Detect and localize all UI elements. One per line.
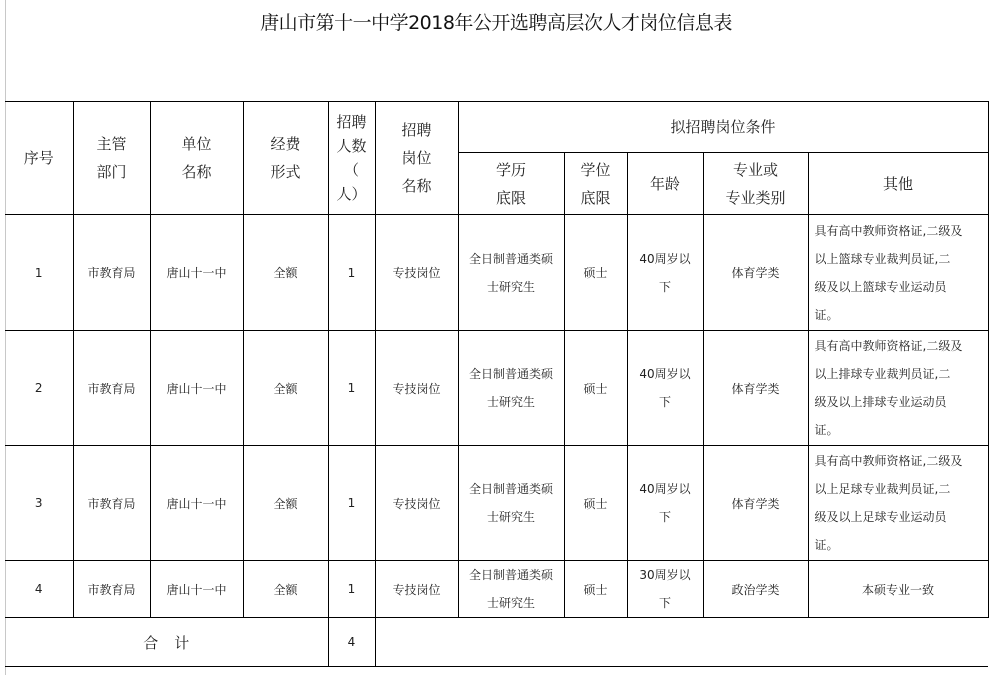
cell-other-line: 证。 [814, 538, 839, 552]
cell-major: 体育学类 [703, 215, 808, 331]
cell-other [808, 561, 988, 618]
cell-major: 政治学类 [703, 561, 808, 618]
header-age [627, 153, 703, 215]
header-dept-line2: 部门 [96, 163, 127, 181]
cell-major: 体育学类 [703, 446, 808, 561]
cell-education [458, 215, 564, 331]
total-row [5, 618, 988, 667]
cell-education [458, 446, 564, 561]
cell-position: 专技岗位 [375, 561, 458, 618]
header-degree-line1: 学位 [580, 160, 611, 179]
total-value: 4 [328, 618, 375, 667]
cell-funding: 全额 [243, 215, 328, 331]
total-empty [375, 618, 988, 667]
total-label: 合计 [5, 618, 328, 667]
cell-funding: 全额 [243, 561, 328, 618]
header-major [703, 153, 808, 215]
header-other [808, 153, 988, 215]
header-funding-line1: 经费 [270, 135, 301, 153]
cell-education [458, 561, 564, 618]
header-other-label: 其他 [882, 174, 913, 193]
cell-dept: 市教育局 [73, 561, 150, 618]
header-education-line1: 学历 [495, 160, 526, 179]
cell-dept: 市教育局 [73, 215, 150, 331]
cell-age [627, 446, 703, 561]
header-index [5, 102, 73, 215]
header-conditions-group [458, 102, 988, 153]
cell-other-line: 证。 [814, 423, 839, 437]
header-position-line1: 招聘 [401, 121, 432, 139]
cell-other-line: 证。 [814, 307, 839, 322]
cell-index: 4 [5, 561, 73, 618]
header-count [328, 102, 375, 215]
table-row [5, 331, 988, 446]
cell-other-line: 具有高中教师资格证,二级及 [814, 339, 963, 353]
cell-degree: 硕士 [564, 215, 627, 331]
cell-other-line: 具有高中教师资格证,二级及 [814, 223, 963, 238]
cell-education-line1: 全日制普通类硕 [468, 367, 553, 381]
table-row [5, 446, 988, 561]
cell-other [808, 446, 988, 561]
cell-other-line: 以上足球专业裁判员证,二 [814, 482, 951, 496]
recruitment-table [5, 101, 989, 667]
cell-count: 1 [328, 446, 375, 561]
header-unit-line1: 单位 [181, 135, 212, 153]
cell-other-line: 以上篮球专业裁判员证,二 [814, 251, 951, 266]
cell-other [808, 215, 988, 331]
cell-age-line2: 下 [658, 510, 671, 524]
cell-funding: 全额 [243, 331, 328, 446]
cell-index: 2 [5, 331, 73, 446]
cell-other-line: 级及以上篮球专业运动员 [814, 279, 947, 294]
cell-other-line: 以上排球专业裁判员证,二 [814, 367, 951, 381]
cell-count: 1 [328, 561, 375, 618]
header-education [458, 153, 564, 215]
cell-count: 1 [328, 331, 375, 446]
cell-position: 专技岗位 [375, 331, 458, 446]
header-degree-line2: 底限 [580, 188, 611, 207]
cell-age-line1: 40周岁以 [639, 367, 691, 381]
cell-education-line1: 全日制普通类硕 [468, 251, 553, 266]
cell-dept: 市教育局 [73, 331, 150, 446]
cell-other-line: 级及以上足球专业运动员 [814, 510, 947, 524]
cell-education-line2: 士研究生 [486, 279, 535, 294]
header-count-line3: （ [343, 161, 359, 179]
cell-index: 3 [5, 446, 73, 561]
cell-other-line: 本硕专业一致 [861, 582, 934, 597]
cell-other [808, 331, 988, 446]
cell-major: 体育学类 [703, 331, 808, 446]
header-degree [564, 153, 627, 215]
cell-other-line: 级及以上排球专业运动员 [814, 395, 947, 409]
cell-unit: 唐山十一中 [150, 331, 243, 446]
cell-age-line2: 下 [658, 279, 671, 294]
cell-count: 1 [328, 215, 375, 331]
header-age-label: 年龄 [649, 174, 680, 193]
cell-education-line2: 士研究生 [486, 510, 535, 524]
cell-age-line1: 30周岁以 [639, 568, 691, 582]
header-dept-line1: 主管 [96, 135, 127, 153]
cell-education-line2: 士研究生 [486, 596, 535, 610]
header-major-line1: 专业或 [732, 160, 778, 179]
cell-age-line1: 40周岁以 [639, 251, 691, 266]
header-unit [150, 102, 243, 215]
header-count-line1: 招聘 [336, 113, 367, 131]
cell-position: 专技岗位 [375, 215, 458, 331]
cell-education-line2: 士研究生 [486, 395, 535, 409]
header-funding [243, 102, 328, 215]
header-count-line2: 人数 [336, 137, 367, 155]
document-title: 唐山市第十一中学2018年公开选聘高层次人才岗位信息表 [260, 12, 732, 34]
cell-degree: 硕士 [564, 331, 627, 446]
header-unit-line2: 名称 [181, 163, 212, 181]
cell-other-line: 具有高中教师资格证,二级及 [814, 454, 963, 468]
cell-unit: 唐山十一中 [150, 446, 243, 561]
header-count-line4: 人） [336, 185, 367, 203]
cell-age [627, 215, 703, 331]
cell-age-line1: 40周岁以 [639, 482, 691, 496]
cell-unit: 唐山十一中 [150, 561, 243, 618]
cell-degree: 硕士 [564, 561, 627, 618]
header-conditions-label: 拟招聘岗位条件 [670, 118, 776, 136]
cell-degree: 硕士 [564, 446, 627, 561]
header-major-line2: 专业类别 [725, 188, 786, 207]
cell-age-line2: 下 [658, 395, 671, 409]
cell-age [627, 561, 703, 618]
header-position-line3: 名称 [401, 177, 432, 195]
cell-education-line1: 全日制普通类硕 [468, 568, 553, 582]
cell-age [627, 331, 703, 446]
cell-dept: 市教育局 [73, 446, 150, 561]
header-position [375, 102, 458, 215]
header-funding-line2: 形式 [270, 163, 301, 181]
cell-funding: 全额 [243, 446, 328, 561]
cell-age-line2: 下 [658, 596, 671, 610]
cell-education-line1: 全日制普通类硕 [468, 482, 553, 496]
cell-position: 专技岗位 [375, 446, 458, 561]
header-position-line2: 岗位 [401, 149, 432, 167]
table-row [5, 561, 988, 618]
header-education-line2: 底限 [495, 188, 526, 207]
cell-education [458, 331, 564, 446]
table-row [5, 215, 988, 331]
header-dept [73, 102, 150, 215]
header-index-label: 序号 [23, 149, 54, 167]
cell-index: 1 [5, 215, 73, 331]
cell-unit: 唐山十一中 [150, 215, 243, 331]
